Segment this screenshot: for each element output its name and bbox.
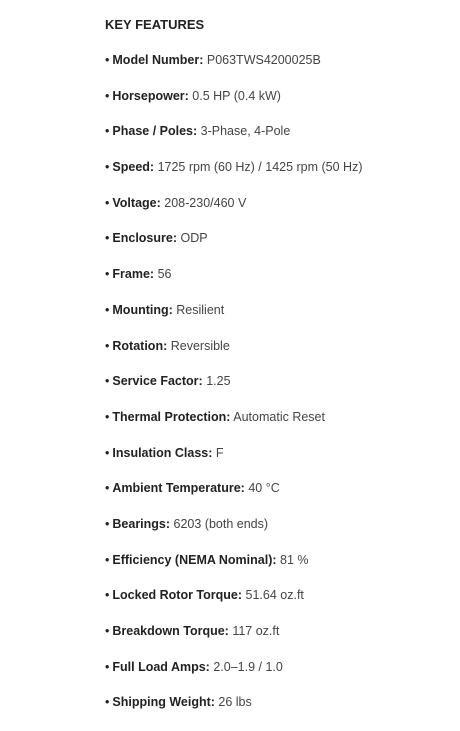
feature-value: F	[215, 445, 224, 460]
bullet-marker: •	[105, 374, 110, 389]
feature-label: Locked Rotor Torque:	[112, 588, 243, 603]
feature-label: Speed:	[112, 160, 155, 175]
bullet-marker: •	[105, 516, 110, 531]
feature-label: Full Load Amps:	[112, 659, 210, 674]
feature-label: Mounting:	[112, 302, 173, 317]
bullet-marker: •	[105, 53, 110, 67]
feature-value: 51.64 oz.ft	[245, 588, 304, 603]
feature-item	[105, 122, 460, 140]
bullet-marker: •	[105, 338, 110, 353]
feature-value: Automatic Reset	[233, 409, 325, 424]
feature-label: Efficiency (NEMA Nominal):	[112, 552, 277, 567]
bullet-marker: •	[105, 659, 110, 674]
feature-label: Horsepower:	[112, 88, 189, 103]
feature-item	[105, 194, 460, 212]
bullet-marker: •	[105, 88, 110, 103]
feature-item	[105, 479, 460, 497]
feature-item	[105, 622, 460, 640]
feature-label: Shipping Weight:	[112, 695, 215, 710]
feature-label: Model Number:	[112, 53, 204, 67]
feature-value: P063TWS4200025B	[206, 53, 321, 67]
feature-item	[105, 444, 460, 462]
feature-label: Thermal Protection:	[112, 409, 231, 424]
bullet-marker: •	[105, 481, 110, 496]
bullet-marker: •	[105, 267, 110, 282]
feature-item	[105, 229, 460, 247]
feature-list	[105, 51, 460, 711]
feature-label: Service Factor:	[112, 374, 203, 389]
feature-value: 81 %	[280, 552, 309, 567]
feature-item	[105, 693, 460, 711]
bullet-marker: •	[105, 588, 110, 603]
feature-label: Voltage:	[112, 195, 161, 210]
feature-value: 40 °C	[248, 481, 280, 496]
feature-value: 208-230/460 V	[164, 195, 247, 210]
feature-value: 56	[157, 267, 172, 282]
feature-value: ODP	[180, 231, 208, 246]
feature-item	[105, 586, 460, 604]
feature-value: 117 oz.ft	[232, 624, 280, 638]
feature-item	[105, 515, 460, 533]
feature-item	[105, 372, 460, 390]
feature-item	[105, 337, 460, 355]
feature-value: 3-Phase, 4-Pole	[200, 124, 291, 139]
feature-value: 1.25	[206, 374, 231, 389]
feature-value: Resilient	[176, 302, 225, 317]
feature-label: Ambient Temperature:	[112, 481, 245, 496]
feature-label: Insulation Class:	[112, 445, 213, 460]
bullet-marker: •	[105, 124, 110, 139]
feature-label: Phase / Poles:	[112, 124, 198, 139]
bullet-marker: •	[105, 409, 110, 424]
feature-item	[105, 87, 460, 105]
feature-item	[105, 408, 460, 426]
bullet-marker: •	[105, 231, 110, 246]
bullet-marker: •	[105, 160, 110, 175]
key-features-heading: KEY FEATURES	[105, 17, 205, 32]
feature-value: Reversible	[170, 338, 230, 353]
bullet-marker: •	[105, 695, 110, 710]
bullet-marker: •	[105, 195, 110, 210]
bullet-marker: •	[105, 624, 110, 638]
feature-item	[105, 301, 460, 319]
feature-value: 6203 (both ends)	[173, 516, 269, 531]
bullet-marker: •	[105, 302, 110, 317]
feature-label: Enclosure:	[112, 231, 177, 246]
feature-label: Rotation:	[112, 338, 168, 353]
feature-label: Breakdown Torque:	[112, 624, 229, 638]
feature-label: Bearings:	[112, 516, 171, 531]
bullet-marker: •	[105, 445, 110, 460]
feature-value: 26 lbs	[218, 695, 252, 710]
feature-item	[105, 51, 460, 69]
feature-label: Frame:	[112, 267, 155, 282]
feature-value: 1725 rpm (60 Hz) / 1425 rpm (50 Hz)	[157, 160, 363, 175]
feature-value: 2.0–1.9 / 1.0	[213, 659, 283, 674]
feature-value: 0.5 HP (0.4 kW)	[192, 88, 281, 103]
feature-item	[105, 158, 460, 176]
feature-item	[105, 265, 460, 283]
bullet-marker: •	[105, 552, 110, 567]
feature-item	[105, 658, 460, 676]
feature-item	[105, 551, 460, 569]
